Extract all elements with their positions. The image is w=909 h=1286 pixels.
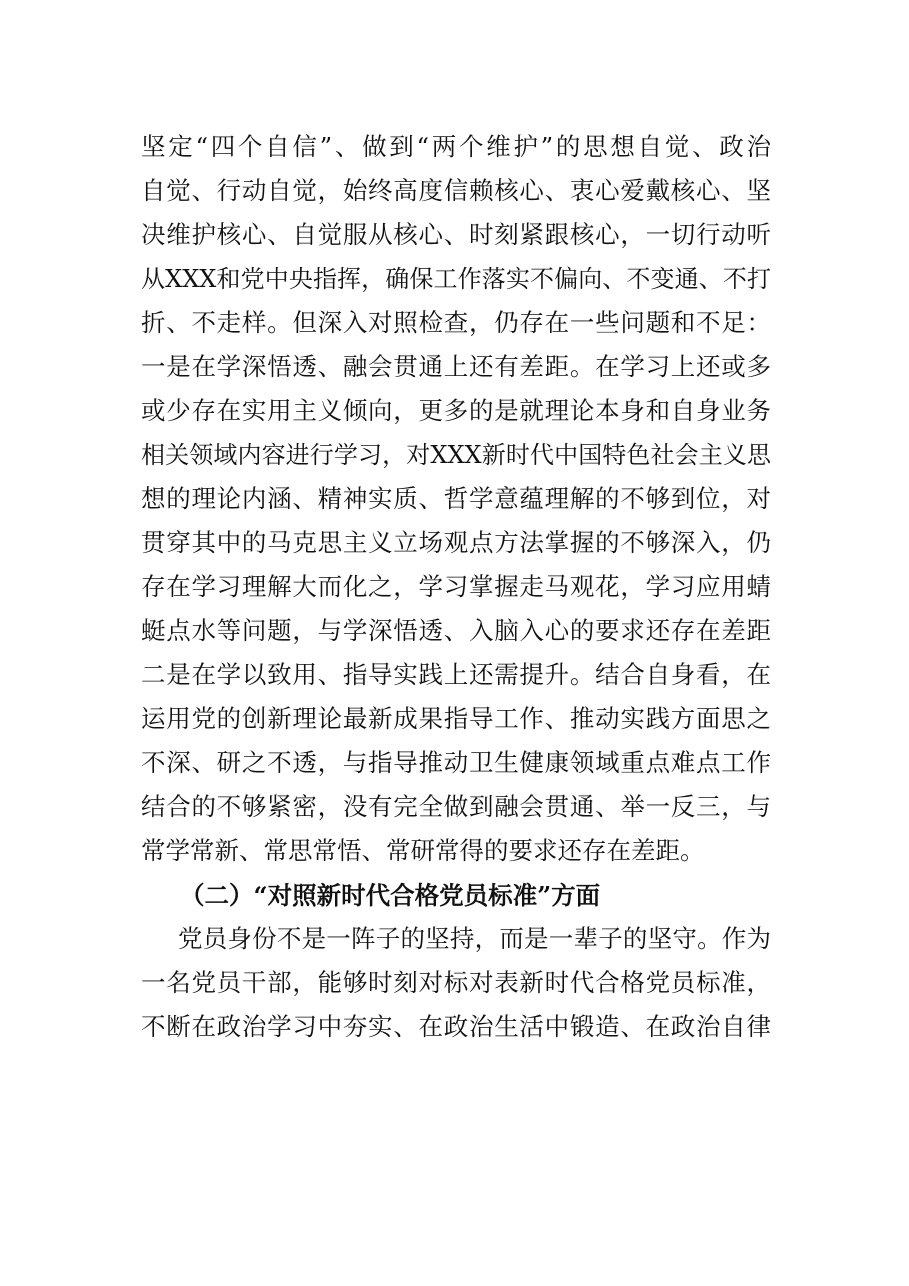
text-line: 坚定“四个自信”、做到“两个维护”的思想自觉、政治 bbox=[141, 132, 771, 161]
text-line: 贯穿其中的马克思主义立场观点方法掌握的不够深入，仍 bbox=[141, 528, 771, 557]
text-line: 从XXX和党中央指挥，确保工作落实不偏向、不变通、不打 bbox=[141, 265, 771, 293]
text-line: 结合的不够紧密，没有完全做到融会贯通、举一反三，与 bbox=[141, 792, 771, 821]
text-line: 自觉、行动自觉，始终高度信赖核心、衷心爱戴核心、坚 bbox=[141, 176, 771, 205]
text-line: 想的理论内涵、精神实质、哲学意蕴理解的不够到位，对 bbox=[141, 484, 771, 513]
text-line: 决维护核心、自觉服从核心、时刻紧跟核心，一切行动听 bbox=[141, 220, 771, 249]
text-line: 或少存在实用主义倾向，更多的是就理论本身和自身业务 bbox=[141, 396, 771, 425]
text-line: 不断在政治学习中夯实、在政治生活中锻造、在政治自律 bbox=[141, 1012, 771, 1041]
text-line: 运用党的创新理论最新成果指导工作、推动实践方面思之 bbox=[141, 704, 771, 733]
text-line: 一名党员干部，能够时刻对标对表新时代合格党员标准， bbox=[141, 968, 771, 997]
text-line: 常学常新、常思常悟、常研常得的要求还存在差距。 bbox=[141, 836, 705, 865]
text-line: 党员身份不是一阵子的坚持，而是一辈子的坚守。作为 bbox=[178, 924, 771, 953]
text-line: 折、不走样。但深入对照检查，仍存在一些问题和不足： bbox=[141, 308, 771, 337]
text-line: 相关领域内容进行学习，对XXX新时代中国特色社会主义思 bbox=[141, 441, 771, 469]
text-line: 二是在学以致用、指导实践上还需提升。结合自身看，在 bbox=[141, 660, 771, 689]
text-line: 存在学习理解大而化之，学习掌握走马观花，学习应用蜻 bbox=[141, 572, 771, 601]
section-heading: （二）“对照新时代合格党员标准”方面 bbox=[180, 881, 601, 910]
text-line: 一是在学深悟透、融会贯通上还有差距。在学习上还或多 bbox=[141, 352, 771, 381]
text-line: 蜓点水等问题，与学深悟透、入脑入心的要求还存在差距 bbox=[141, 616, 771, 645]
text-line: 不深、研之不透，与指导推动卫生健康领域重点难点工作 bbox=[141, 748, 771, 777]
